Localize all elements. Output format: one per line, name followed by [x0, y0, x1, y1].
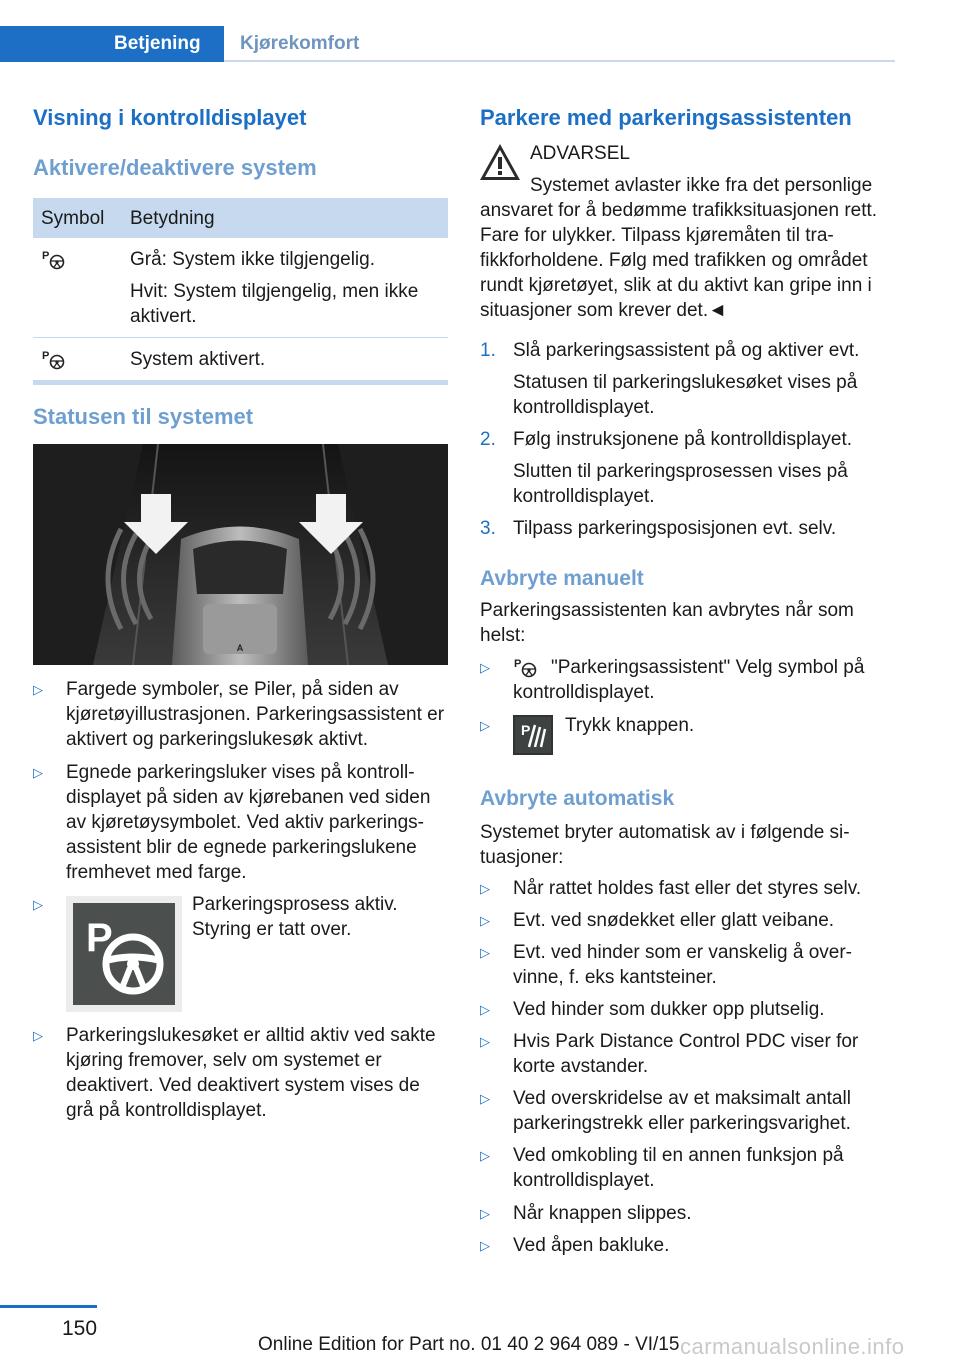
status-illustration [33, 444, 448, 665]
list-item [480, 655, 895, 707]
bullet-icon: ▷ [480, 718, 490, 733]
step-text: Slå parkeringsassistent på og aktiver evt. [513, 340, 860, 361]
step-item [480, 427, 895, 507]
subsection-title-manual: Avbryte manuelt [480, 567, 644, 590]
step-text: Tilpass parkeringsposisjonen evt. selv. [513, 518, 837, 539]
bullet-icon: ▷ [480, 881, 490, 896]
bullet-icon: ▷ [480, 1091, 490, 1106]
bullet-icon: ▷ [33, 897, 43, 912]
step-number: 1. [480, 340, 496, 361]
bullet-icon: ▷ [33, 765, 43, 780]
table-header-symbol: Symbol [33, 198, 122, 238]
table-cell-meaning: System aktivert. [122, 338, 448, 381]
table-header-meaning: Betydning [122, 198, 448, 238]
list-item [480, 1143, 895, 1195]
list-item-text: Evt. ved hinder som er vanskelig å overvinne, f. eks kantsteiner. [513, 942, 852, 988]
svg-text:P: P [42, 349, 50, 362]
parking-assist-button-icon [513, 715, 553, 755]
list-item-text: Hvis Park Distance Control PDC viser for korte avstander. [513, 1031, 859, 1077]
table-cell-meaning [122, 238, 448, 338]
list-item [480, 940, 895, 992]
parking-assistant-icon-active [41, 349, 67, 371]
footer-rule [0, 1305, 97, 1308]
step-item [480, 338, 895, 418]
tab-betjening[interactable]: Betjening [0, 26, 224, 62]
list-item-text: Trykk knappen. [565, 715, 695, 736]
table-bottom-rule [33, 380, 448, 385]
bullet-icon: ▷ [480, 913, 490, 928]
list-item [480, 1201, 895, 1229]
list-item-text: Ved hinder som dukker opp plutselig. [513, 999, 825, 1020]
subsection-title-activate: Aktivere/deaktivere system [33, 155, 317, 180]
bullet-icon: ▷ [33, 682, 43, 697]
list-item-text: Parkeringslukesøket er alltid aktiv ved sakte kjøring fremover, selv om systemet er deaktivert. Ved deaktivert system vises de grå på kontrolldisplayet. [66, 1025, 436, 1121]
step-number: 3. [480, 518, 496, 539]
list-item-text: Parkeringsprosess aktiv. Styring er tatt over. [192, 894, 398, 940]
list-item-text: Når knappen slippes. [513, 1203, 692, 1224]
step-subtext: Slutten til parkeringsprosessen vises på kontrolldisplayet. [513, 461, 848, 507]
list-item-text: Egnede parkeringsluker vises på kontrolldisplayet på siden av kjørebanen ved siden av kjøretøysymbolet. Ved aktiv parkeringsassistent blir de egnede parkeringslukene fremhevet med farge. [66, 762, 431, 883]
bullet-icon: ▷ [480, 660, 490, 675]
warning-body: Systemet avlaster ikke fra det personlige ansvaret for å bedømme trafikksituasjonen rett. Fare for ulykker. Tilpass kjøremåten til trafikkforholdene. Følg med trafikken og området rundt kjøretøyet, slik at du aktivt kan gripe inn i situasjoner som krever det.◄ [480, 175, 878, 321]
step-text: Følg instruksjonene på kontrolldisplayet. [513, 429, 853, 450]
section-title-parking: Parkere med parkeringsassistenten [480, 105, 852, 130]
list-item [480, 908, 895, 936]
bullet-icon: ▷ [480, 1002, 490, 1017]
page-number: 150 [62, 1317, 98, 1340]
list-item-text: Ved overskridelse av et maksimalt antall parkeringstrekk eller parkeringsvarighet. [513, 1088, 851, 1134]
list-item-text: Fargede symboler, se Piler, på siden av kjøretøyillustrasjonen. Parkeringsassistent er aktivert og parkeringslukesøk aktivt. [66, 679, 445, 750]
step-subtext: Statusen til parkeringslukesøket vises på kontrolldisplayet. [513, 372, 858, 418]
subsection-title-status: Statusen til systemet [33, 404, 254, 429]
list-item [33, 677, 448, 753]
list-item [480, 1233, 895, 1261]
list-item-text: Ved omkobling til en annen funksjon på kontrolldisplayet. [513, 1145, 844, 1191]
svg-text:P: P [521, 722, 531, 738]
list-item [480, 876, 895, 904]
bullet-icon: ▷ [480, 1148, 490, 1163]
symbol-table [33, 198, 448, 385]
bullet-icon: ▷ [480, 945, 490, 960]
list-item [33, 1023, 448, 1125]
list-item-text: Når rattet holdes fast eller det styres selv. [513, 878, 862, 899]
list-item [480, 713, 895, 759]
table-cell-symbol [33, 338, 122, 381]
section-title-display: Visning i kontrolldisplayet [33, 105, 307, 130]
bullet-icon: ▷ [480, 1238, 490, 1253]
subsection-title-auto: Avbryte automatisk [480, 787, 675, 810]
list-item [480, 1029, 895, 1081]
bullet-icon: ▷ [33, 1028, 43, 1043]
parking-process-active-icon [66, 896, 182, 1012]
list-item-text: "Parkeringsassistent" Velg symbol på kontrolldisplayet. [513, 657, 865, 703]
list-item-text: Ved åpen bakluke. [513, 1235, 670, 1256]
step-item [480, 516, 895, 544]
warning-title: ADVARSEL [530, 143, 630, 164]
edition-text: Online Edition for Part no. 01 40 2 964 089 - VI/15 [258, 1334, 680, 1355]
table-cell-symbol [33, 238, 122, 338]
svg-text:P: P [42, 249, 50, 262]
step-number: 2. [480, 429, 496, 450]
list-item [33, 760, 448, 886]
manual-intro: Parkeringsassistenten kan avbrytes når som helst: [480, 600, 854, 646]
list-item [33, 892, 448, 1014]
list-item [480, 997, 895, 1025]
tab-kjorekomfort[interactable]: Kjørekomfort [240, 33, 360, 54]
list-item-text: Evt. ved snødekket eller glatt veibane. [513, 910, 835, 931]
svg-text:P: P [514, 658, 522, 670]
meaning-white: Hvit: System tilgjengelig, men ikke aktivert. [130, 281, 419, 327]
auto-intro: Systemet bryter automatisk av i følgende situasjoner: [480, 822, 850, 868]
svg-text:A: A [236, 643, 244, 653]
bullet-icon: ▷ [480, 1034, 490, 1049]
list-item [480, 1086, 895, 1138]
meaning-gray: Grå: System ikke tilgjengelig. [130, 249, 375, 270]
svg-text:P: P [86, 916, 113, 960]
warning-text [480, 173, 895, 323]
parking-assistant-icon-inactive [41, 249, 67, 271]
bullet-icon: ▷ [480, 1206, 490, 1221]
watermark: carmanualsonline.info [680, 1334, 905, 1359]
